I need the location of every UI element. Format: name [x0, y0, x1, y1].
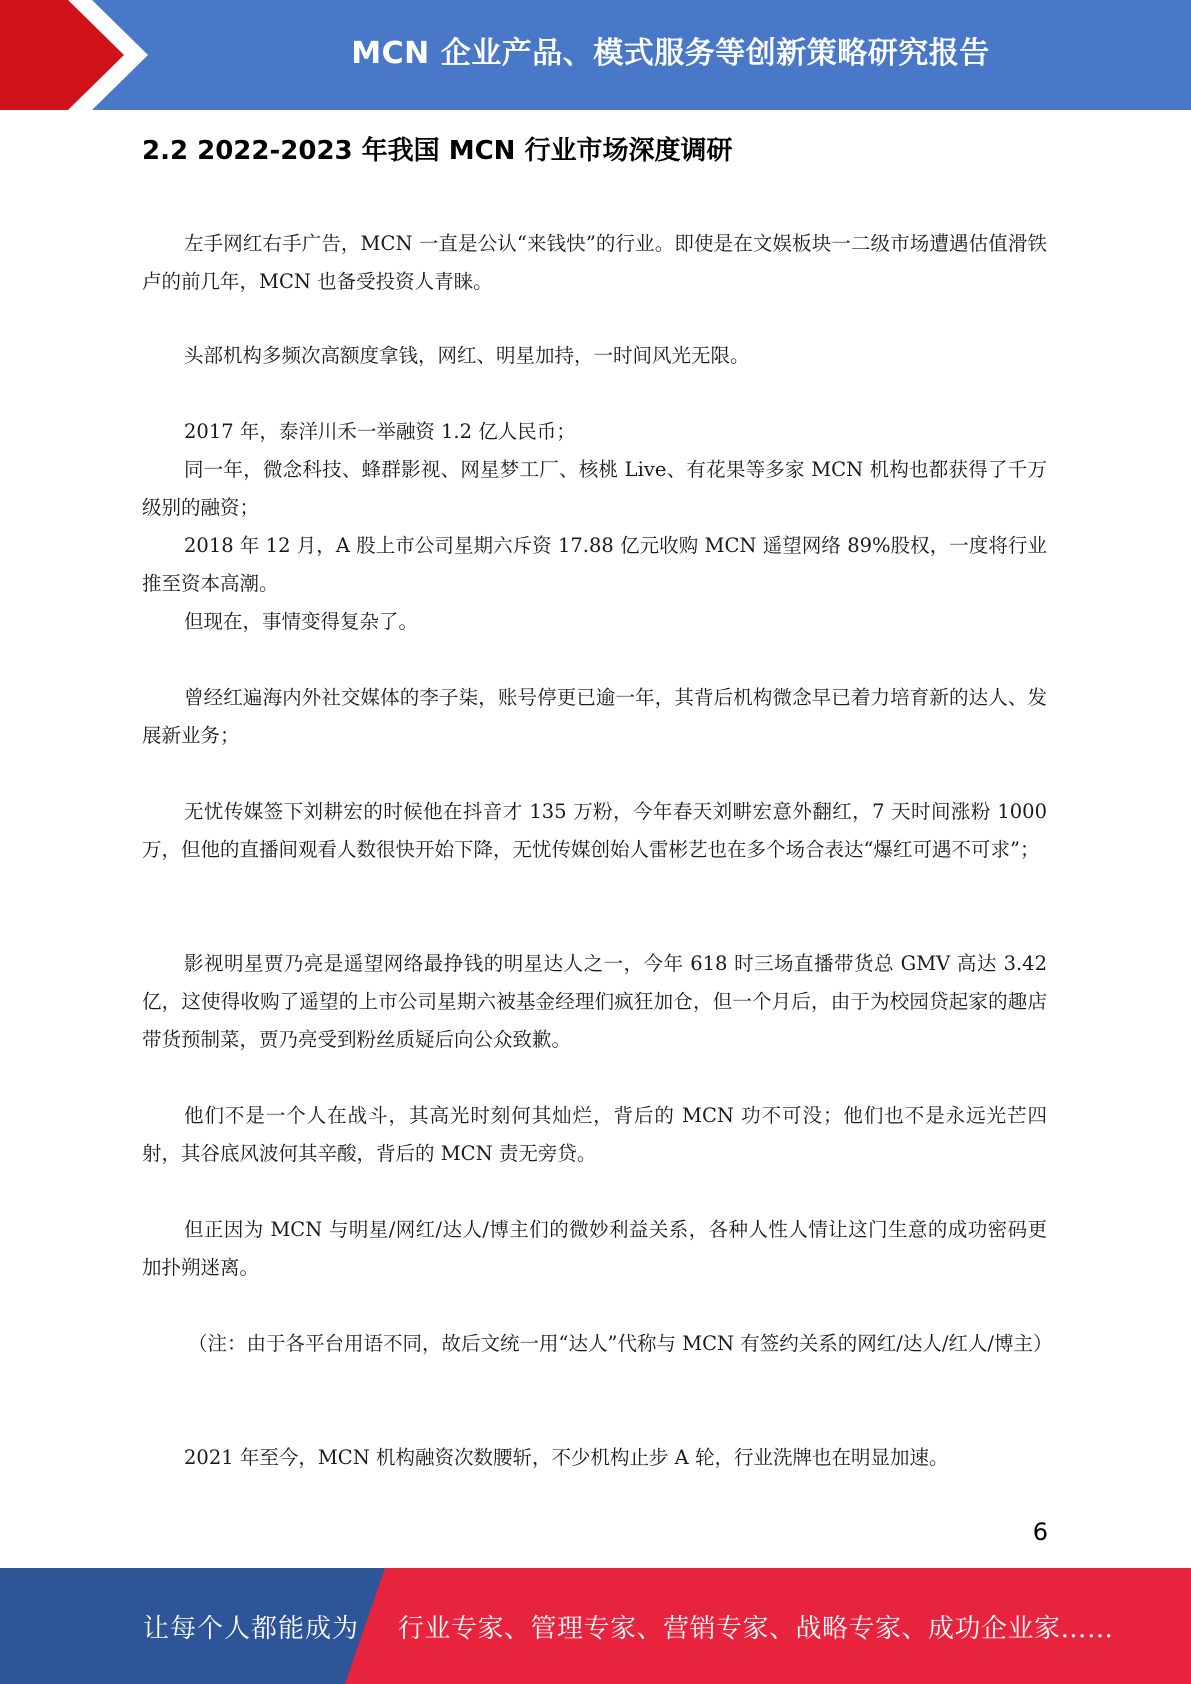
paragraph: 头部机构多频次高额度拿钱，网红、明星加持，一时间风光无限。 [184, 344, 750, 367]
paragraph: 2018 年 12 月，A 股上市公司星期六斥资 17.88 亿元收购 MCN 遥望网络 89%股权，一度将行业推至资本高潮。 [142, 534, 1047, 595]
paragraph: 曾经红遍海内外社交媒体的李子柒，账号停更已逾一年，其背后机构微念早已着力培育新的达人、发展新业务； [142, 686, 1047, 747]
paragraph: 无忧传媒签下刘耕宏的时候他在抖音才 135 万粉，今年春天刘畊宏意外翻红，7 天时间涨粉 1000 万，但他的直播间观看人数很快开始下降，无忧传媒创始人雷彬艺也在多个场合表达“爆红可遇不可求”； [142, 800, 1047, 861]
paragraph: 但正因为 MCN 与明星/网红/达人/博主们的微妙利益关系，各种人性人情让这门生意的成功密码更加扑朔迷离。 [142, 1218, 1047, 1279]
page-number: 6 [1032, 1518, 1048, 1546]
paragraph: 同一年，微念科技、蜂群影视、网星梦工厂、核桃 Live、有花果等多家 MCN 机构也都获得了千万级别的融资； [142, 458, 1047, 519]
section-heading: 2.2 2022-2023 年我国 MCN 行业市场深度调研 [142, 136, 733, 166]
paragraph: 2021 年至今，MCN 机构融资次数腰斩，不少机构止步 A 轮，行业洗牌也在明显加速。 [184, 1446, 949, 1469]
report-title: MCN 企业产品、模式服务等创新策略研究报告 [351, 36, 990, 71]
note-paragraph: （注：由于各平台用语不同，故后文统一用“达人”代称与 MCN 有签约关系的网红/达人/红人/博主） [188, 1332, 1053, 1355]
footer-slogan-left: 让每个人都能成为 [143, 1613, 360, 1644]
paragraph: 左手网红右手广告，MCN 一直是公认“来钱快”的行业。即使是在文娱板块一二级市场遭遇估值滑铁卢的前几年，MCN 也备受投资人青睐。 [142, 232, 1047, 293]
footer-slogan-right: 行业专家、管理专家、营销专家、战略专家、成功企业家…… [398, 1613, 1114, 1644]
chevron-arrow-icon [0, 0, 160, 110]
paragraph: 但现在，事情变得复杂了。 [184, 610, 419, 633]
page-header [0, 0, 1191, 110]
paragraph: 他们不是一个人在战斗，其高光时刻何其灿烂，背后的 MCN 功不可没；他们也不是永远光芒四射，其谷底风波何其辛酸，背后的 MCN 责无旁贷。 [142, 1104, 1047, 1165]
page-footer [0, 1568, 1191, 1684]
paragraph: 影视明星贾乃亮是遥望网络最挣钱的明星达人之一，今年 618 时三场直播带货总 GMV 高达 3.42 亿，这使得收购了遥望的上市公司星期六被基金经理们疯狂加仓，但一个月后，由于为校园贷起家的趣店带货预制菜，贾乃亮受到粉丝质疑后向公众致歉。 [142, 952, 1047, 1051]
paragraph: 2017 年，泰洋川禾一举融资 1.2 亿人民币； [184, 420, 576, 443]
